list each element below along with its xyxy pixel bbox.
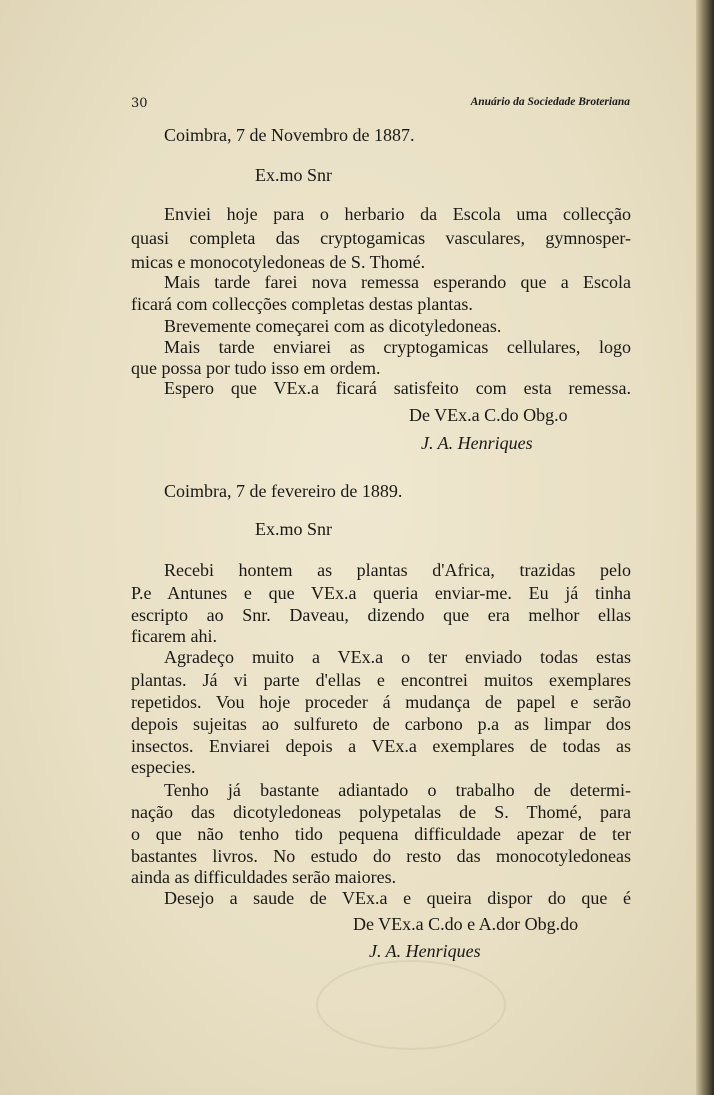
body-line: que possa por tudo isso em ordem. xyxy=(131,358,381,378)
body-line: Espero que VEx.a ficará satisfeito com esta remessa. xyxy=(164,378,631,398)
body-line: depois sujeitas ao sulfureto de carbono p.a as limpar dos xyxy=(131,714,631,734)
letter-signature: J. A. Henriques xyxy=(369,941,481,961)
letter-signature: J. A. Henriques xyxy=(421,433,533,453)
body-line: ficarem ahi. xyxy=(131,626,217,646)
body-line: ainda as difficuldades serão maiores. xyxy=(131,867,397,887)
body-line: micas e monocotyledoneas de S. Thomé. xyxy=(131,252,426,272)
running-header xyxy=(131,96,630,114)
letter-closing: De VEx.a C.do Obg.o xyxy=(409,405,568,425)
letter-date: Coimbra, 7 de fevereiro de 1889. xyxy=(164,481,403,501)
body-line: escripto ao Snr. Daveau, dizendo que era melhor ellas xyxy=(131,605,631,625)
body-line: repetidos. Vou hoje proceder á mudança de papel e serão xyxy=(131,692,631,712)
body-line: Tenho já bastante adiantado o trabalho de determi- xyxy=(164,780,631,800)
body-line: Enviei hoje para o herbario da Escola uma collecção xyxy=(164,204,631,224)
letter-closing: De VEx.a C.do e A.dor Obg.do xyxy=(353,914,579,934)
body-line: nação das dicotyledoneas polypetalas de S. Thomé, para xyxy=(131,802,631,822)
body-line: Mais tarde enviarei as cryptogamicas cellulares, logo xyxy=(164,337,631,357)
body-line: quasi completa das cryptogamicas vasculares, gymnosper- xyxy=(131,228,631,248)
body-line: ficará com collecções completas destas plantas. xyxy=(131,294,473,314)
body-line: Brevemente começarei com as dicotyledoneas. xyxy=(164,316,502,336)
letter-date: Coimbra, 7 de Novembro de 1887. xyxy=(164,125,415,145)
body-line: o que não tenho tido pequena difficuldade apezar de ter xyxy=(131,824,631,844)
body-line: bastantes livros. No estudo do resto das monocotyledoneas xyxy=(131,846,631,866)
page-number: 30 xyxy=(131,96,148,111)
body-line: Desejo a saude de VEx.a e queira dispor do que é xyxy=(164,888,631,908)
page-edge-shadow xyxy=(696,0,714,1095)
body-line: P.e Antunes e que VEx.a queria enviar-me. Eu já tinha xyxy=(131,583,631,603)
body-line: Agradeço muito a VEx.a o ter enviado todas estas xyxy=(164,647,631,667)
body-line: Mais tarde farei nova remessa esperando que a Escola xyxy=(164,272,631,292)
body-line: insectos. Enviarei depois a VEx.a exemplares de todas as xyxy=(131,736,631,756)
letter-salutation: Ex.mo Snr xyxy=(255,165,333,185)
body-line: Recebi hontem as plantas d'Africa, trazidas pelo xyxy=(164,560,631,580)
running-title: Anuário da Sociedade Broteriana xyxy=(470,96,630,108)
body-line: especies. xyxy=(131,757,196,777)
faded-library-stamp xyxy=(316,960,506,1050)
letter-salutation: Ex.mo Snr xyxy=(255,519,333,539)
body-line: plantas. Já vi parte d'ellas e encontrei muitos exemplares xyxy=(131,670,631,690)
